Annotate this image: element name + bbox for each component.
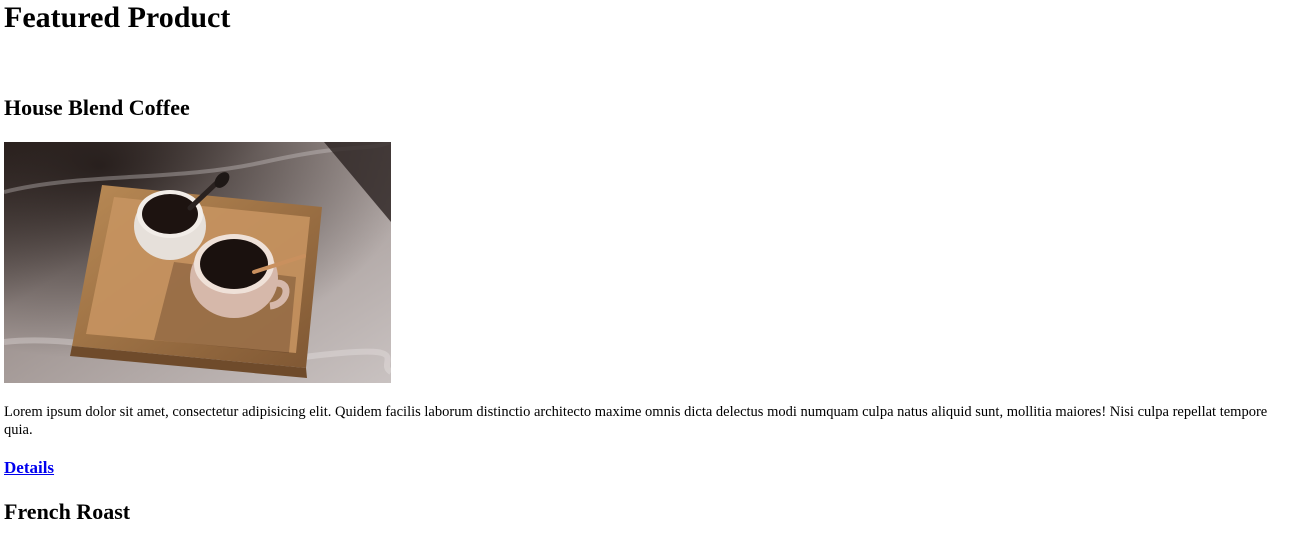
- coffee-tray-illustration: [4, 142, 391, 383]
- product-description-house-blend: Lorem ipsum dolor sit amet, consectetur adipisicing elit. Quidem facilis laborum distinctio architecto maxime omnis dicta delectus modi numquam culpa natus aliquid sunt, mollitia maiores! Nisi culpa repellat tempore quia.: [4, 404, 1268, 438]
- page-title: Featured Product: [4, 1, 231, 34]
- product-title-french-roast: French Roast: [4, 499, 131, 524]
- product-title-house-blend: House Blend Coffee: [4, 95, 190, 120]
- product-image-house-blend: [4, 142, 391, 383]
- details-link-house-blend[interactable]: Details: [4, 458, 55, 477]
